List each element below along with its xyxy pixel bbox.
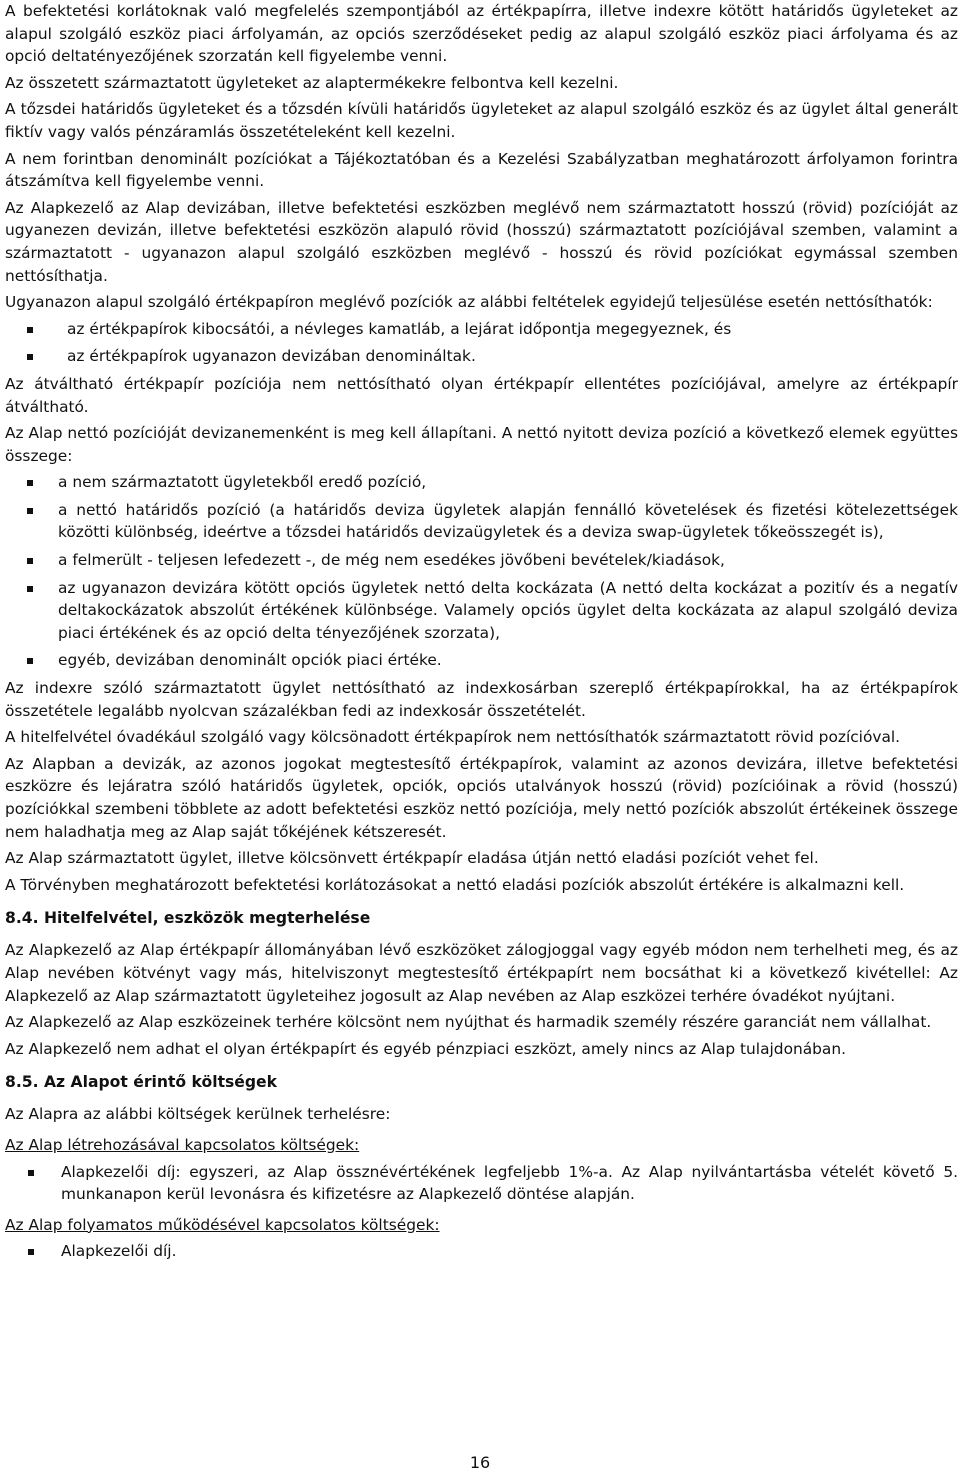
- paragraph: Az összetett származtatott ügyleteket az alaptermékekre felbontva kell kezelni.: [5, 73, 619, 92]
- page-number: 16: [469, 1453, 491, 1472]
- square-bullet-icon: [27, 327, 33, 333]
- paragraph: Az Alap nettó pozícióját devizanemenként is meg kell állapítani. A nettó nyitott deviza pozíció a következő elemek együttes összege:: [5, 424, 958, 465]
- paragraph: Az Alapkezelő az Alap devizában, illetve befektetési eszközben meglévő nem származtatott hosszú (rövid) pozícióját az ugyanezen devizán, illetve befektetési eszközön alapuló rövid (hosszú) származtatott pozíciójával szemben, valamint a származtatott - ugyanazon alapul szolgáló eszközben meglévő - hosszú és rövid pozíciókat egymással szemben nettósíthatja.: [5, 198, 958, 285]
- list-item: az ugyanazon devizára kötött opciós ügyletek nettó delta kockázata (A nettó delta kockázat a pozitív és a negatív deltakockázatok abszolút értékének különbsége. Valamely opciós ügylet delta kockázata az alapul szolgáló deviza piaci értékének és az opció delta tényezőjének szorzata),: [5, 577, 958, 645]
- paragraph: A hitelfelvétel óvadékául szolgáló vagy kölcsönadott értékpapírok nem nettósíthatók származtatott rövid pozícióval.: [5, 728, 901, 747]
- paragraph: Az Alap származtatott ügylet, illetve kölcsönvett értékpapír eladása útján nettó eladási pozíciót vehet fel.: [5, 849, 819, 868]
- list-item: a nettó határidős pozíció (a határidős deviza ügyletek alapján fennálló követelések és fizetési kötelezettségek közötti különbség, ideértve a tőzsdei határidős devizaügyletek és a deviza swap-ügyletek tőkeösszegét is),: [5, 499, 958, 544]
- netting-conditions-list: [5, 318, 958, 368]
- square-bullet-icon: [27, 354, 33, 360]
- paragraph: Az Alapkezelő az Alap eszközeinek terhére kölcsönt nem nyújthat és harmadik személy részére garanciát nem vállalhat.: [5, 1013, 932, 1032]
- subheading-establishment-costs: Az Alap létrehozásával kapcsolatos költségek:: [5, 1135, 360, 1154]
- fx-position-elements-list: [5, 471, 958, 672]
- square-bullet-icon: [27, 658, 33, 664]
- square-bullet-icon: [28, 1249, 34, 1255]
- paragraph: A Törvényben meghatározott befektetési korlátozásokat a nettó eladási pozíciók abszolút értékére is alkalmazni kell.: [5, 875, 905, 894]
- section-heading-8-5: 8.5. Az Alapot érintő költségek: [5, 1073, 277, 1092]
- operating-costs-list: [5, 1240, 958, 1263]
- paragraph: A nem forintban denominált pozíciókat a Tájékoztatóban és a Kezelési Szabályzatban meghatározott árfolyamon forintra átszámítva kell figyelembe venni.: [5, 149, 958, 191]
- square-bullet-icon: [27, 480, 33, 486]
- square-bullet-icon: [27, 586, 33, 592]
- paragraph: Ugyanazon alapul szolgáló értékpapíron meglévő pozíciók az alábbi feltételek egyidejű teljesülése esetén nettósíthatók:: [5, 293, 933, 312]
- square-bullet-icon: [27, 508, 33, 514]
- subheading-operating-costs: Az Alap folyamatos működésével kapcsolatos költségek:: [5, 1215, 440, 1234]
- section-heading-8-4: 8.4. Hitelfelvétel, eszközök megterhelése: [5, 909, 371, 928]
- list-item: Alapkezelői díj: egyszeri, az Alap össznévértékének legfeljebb 1%-a. Az Alap nyilvántartásba vételét követő 5. munkanapon kerül levonásra és kifizetésre az Alapkezelő döntése alapján.: [5, 1161, 958, 1206]
- establishment-costs-list: [5, 1161, 958, 1206]
- paragraph: Az Alapkezelő nem adhat el olyan értékpapírt és egyéb pénzpiaci eszközt, amely nincs az Alap tulajdonában.: [5, 1039, 847, 1058]
- paragraph: A befektetési korlátoknak való megfelelés szempontjából az értékpapírra, illetve indexre kötött határidős ügyleteket az alapul szolgáló eszköz piaci árfolyamán, az opciós szerződéseket pedig az alapul szolgáló eszköz piaci árfolyama és az opció deltatényezőjének szorzatán kell figyelembe venni.: [5, 2, 958, 66]
- paragraph: Az indexre szóló származtatott ügylet nettósítható az indexkosárban szereplő értékpapírokkal, ha az értékpapírok összetétele legalább nyolcvan százalékban fedi az indexkosár összetételét.: [5, 679, 958, 720]
- paragraph: Az átváltható értékpapír pozíciója nem nettósítható olyan értékpapír ellentétes pozíciójával, amelyre az értékpapír átváltható.: [5, 374, 958, 416]
- document-page: [5, 0, 958, 1268]
- square-bullet-icon: [27, 558, 33, 564]
- list-item: az értékpapírok kibocsátói, a névleges kamatláb, a lejárat időpontja megegyeznek, és: [5, 318, 958, 341]
- square-bullet-icon: [28, 1170, 34, 1176]
- paragraph: Az Alapkezelő az Alap értékpapír állományában lévő eszközöket zálogjoggal vagy egyéb módon nem terhelheti meg, és az Alap nevében kötvényt vagy más, hitelviszonyt megtestesítő értékpapírt nem bocsáthat ki a következő kivétellel: Az Alapkezelő az Alap származtatott ügyleteihez jogosult az Alap nevében az Alap eszközei terhére óvadékot nyújtani.: [5, 941, 958, 1005]
- list-item: egyéb, devizában denominált opciók piaci értéke.: [5, 649, 958, 672]
- list-item: a nem származtatott ügyletekből eredő pozíció,: [5, 471, 958, 494]
- list-item: Alapkezelői díj.: [5, 1240, 958, 1263]
- paragraph: Az Alapra az alábbi költségek kerülnek terhelésre:: [5, 1105, 391, 1124]
- list-item: a felmerült - teljesen lefedezett -, de még nem esedékes jövőbeni bevételek/kiadások,: [5, 549, 958, 572]
- paragraph: A tőzsdei határidős ügyleteket és a tőzsdén kívüli határidős ügyleteket az alapul szolgáló eszköz és az ügylet által generált fiktív vagy valós pénzáramlás összetételeként kell kezelni.: [5, 100, 958, 141]
- paragraph: Az Alapban a devizák, az azonos jogokat megtestesítő értékpapírok, valamint az azonos devizára, illetve befektetési eszközre és lejáratra szóló határidős ügyletek, opciók, opciós utalványok hosszú (rövid) pozícióinak a rövid (hosszú) pozíciókkal szembeni többlete az adott befektetési eszköz nettó pozíciója, mely nettó pozíciók abszolút értékeinek összege nem haladhatja meg az Alap saját tőkéjének kétszeresét.: [5, 754, 958, 841]
- list-item: az értékpapírok ugyanazon devizában denomináltak.: [5, 345, 958, 368]
